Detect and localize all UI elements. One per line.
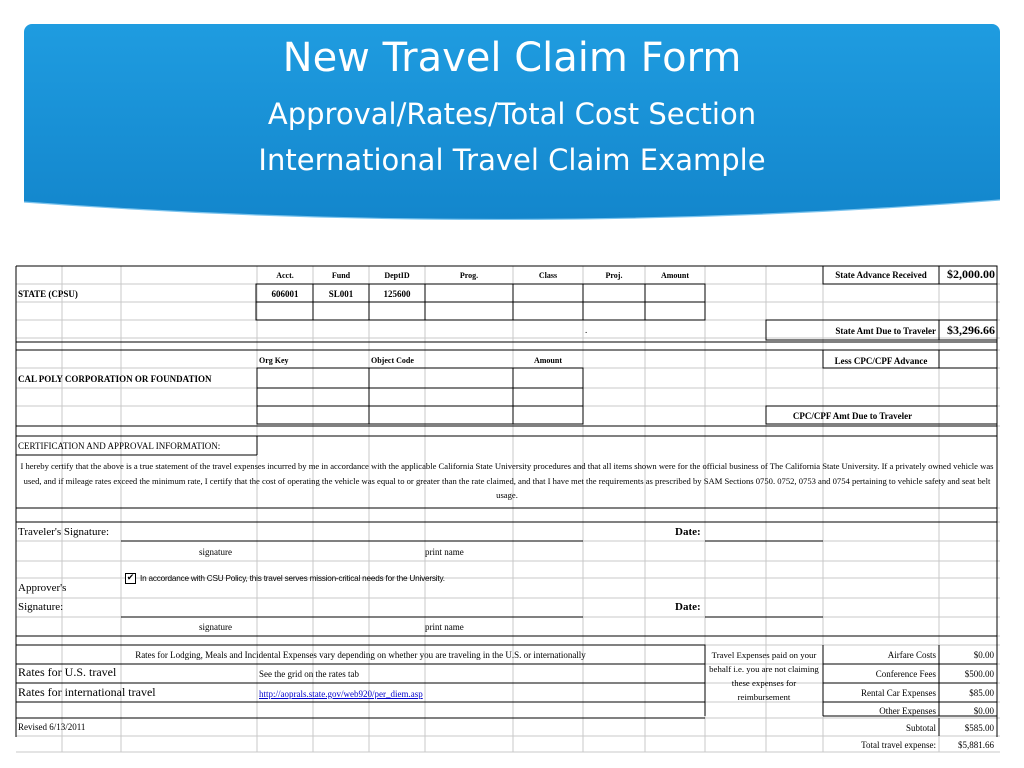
rates-note: Rates for Lodging, Meals and Incidental Expenses vary depending on whether you are traveling in the U.S. or internationally [135, 650, 586, 660]
col-header-proj: Proj. [605, 271, 623, 280]
fund-value: SL001 [328, 289, 354, 299]
total-expense-value: $5,881.66 [958, 740, 994, 750]
conference-fees-value: $500.00 [964, 669, 994, 679]
traveler-date-label: Date: [675, 526, 701, 538]
col-header-acct: Acct. [276, 271, 294, 280]
col-header-corp-amount: Amount [533, 356, 562, 365]
col-header-deptid: DeptID [384, 271, 410, 280]
page-subtitle: Approval/Rates/Total Cost Section [267, 97, 757, 131]
page-title: New Travel Claim Form [282, 35, 742, 81]
col-header-prog: Prog. [459, 271, 479, 280]
total-expense-label: Total travel expense: [861, 740, 936, 750]
approver-label-line1: Approver's [18, 582, 67, 594]
traveler-print-name-caption: print name [425, 547, 464, 557]
state-due-value: $3,296.66 [947, 323, 995, 337]
conference-fees-label: Conference Fees [875, 669, 936, 679]
certification-text: I hereby certify that the above is a true statement of the travel expenses incurred by me in accordance with the applicable California State University procedures and that all items shown were for the official business of The California State University. If a privately owned vehicle was used, and if mileage rates exceed the minimum rate, I certify that the cost of operating the vehicle was equal to or greater than the rate claimed, and that I have met the requirements as prescribed by SAM Sections 0750. 0752, 0753 and 0754 pertaining to vehicle safety and seat belt usage. [20, 461, 994, 500]
revised-date: Revised 6/13/2011 [18, 722, 86, 732]
rental-car-value: $85.00 [969, 688, 994, 698]
airfare-value: $0.00 [973, 650, 994, 660]
state-due-label: State Amt Due to Traveler [835, 326, 936, 336]
corp-due-label: CPC/CPF Amt Due to Traveler [792, 411, 913, 421]
us-rates-value: See the grid on the rates tab [259, 669, 359, 679]
col-header-org-key: Org Key [259, 356, 289, 365]
col-header-fund: Fund [331, 271, 351, 280]
deptid-value: 125600 [383, 289, 411, 299]
state-row-label: STATE (CPSU) [18, 289, 78, 299]
us-rates-label: Rates for U.S. travel [18, 665, 117, 679]
col-header-amount: Amount [660, 271, 689, 280]
intl-rates-label: Rates for international travel [18, 685, 156, 699]
other-expenses-value: $0.00 [973, 706, 994, 716]
col-header-class: Class [538, 271, 558, 280]
dot-mark: . [585, 325, 588, 335]
acct-value: 606001 [271, 289, 299, 299]
rental-car-label: Rental Car Expenses [861, 688, 936, 698]
airfare-label: Airfare Costs [887, 650, 936, 660]
approver-print-name-caption: print name [425, 622, 464, 632]
approver-label-line2: Signature: [18, 601, 64, 613]
corp-row-label: CAL POLY CORPORATION OR FOUNDATION [18, 374, 212, 384]
corp-advance-label: Less CPC/CPF Advance [834, 356, 928, 366]
mission-critical-checkbox[interactable]: ✔ [126, 573, 135, 583]
certification-heading: CERTIFICATION AND APPROVAL INFORMATION: [18, 441, 221, 451]
subtotal-value: $585.00 [964, 723, 994, 733]
traveler-signature-caption: signature [199, 547, 232, 557]
state-advance-label: State Advance Received [835, 270, 927, 280]
state-advance-value: $2,000.00 [947, 267, 995, 281]
other-expenses-label: Other Expenses [879, 706, 936, 716]
traveler-signature-label: Traveler's Signature: [18, 526, 110, 538]
subtotal-label: Subtotal [905, 723, 936, 733]
page-subtitle-2: International Travel Claim Example [258, 143, 766, 177]
paid-on-behalf-note: Travel Expenses paid on your behalf i.e. you are not claiming these expenses for reimbursement [709, 650, 819, 702]
per-diem-link[interactable]: http://aoprals.state.gov/web920/per_diem.asp [259, 689, 423, 699]
col-header-object-code: Object Code [371, 356, 414, 365]
approver-date-label: Date: [675, 601, 701, 613]
approver-signature-caption: signature [199, 622, 232, 632]
mission-critical-checkbox-label: In accordance with CSU Policy, this travel serves mission-critical needs for the University. [140, 574, 445, 583]
